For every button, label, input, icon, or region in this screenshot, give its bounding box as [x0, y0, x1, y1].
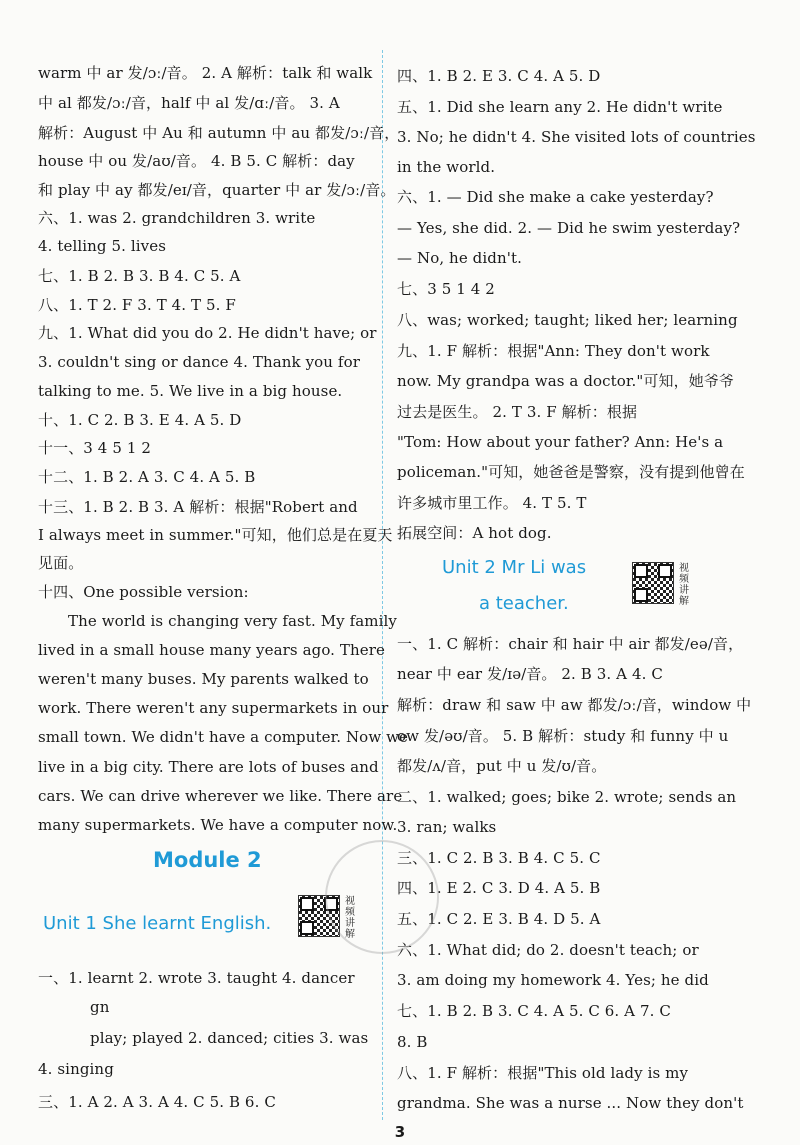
essay-line: live in a big city. There are lots of buses and — [38, 758, 379, 776]
answer-line: 十二、1. B 2. A 3. C 4. A 5. B — [38, 468, 256, 486]
answer-line: 九、1. What did you do 2. He didn't have; or — [38, 324, 377, 342]
answer-line: 四、1. E 2. C 3. D 4. A 5. B — [397, 879, 601, 897]
answer-line: 五、1. Did she learn any 2. He didn't write — [397, 98, 723, 116]
answer-line: 许多城市里工作。 4. T 5. T — [397, 494, 587, 512]
answer-line: play; played 2. danced; cities 3. was — [90, 1029, 369, 1047]
answer-line: 七、1. B 2. B 3. C 4. A 5. C 6. A 7. C — [397, 1002, 671, 1020]
answer-line: 见面。 — [38, 554, 84, 572]
answer-line: — Yes, she did. 2. — Did he swim yesterday? — [397, 219, 741, 237]
qr-caption: 视 频 讲 解 — [345, 896, 355, 940]
answer-line: 十三、1. B 2. B 3. A 解析：根据"Robert and — [38, 498, 358, 516]
answer-line: 3. am doing my homework 4. Yes; he did — [397, 971, 709, 989]
unit-title: a teacher. — [479, 593, 569, 614]
essay-line: many supermarkets. We have a computer now. — [38, 816, 398, 834]
essay-line: work. There weren't any supermarkets in our — [38, 699, 389, 717]
module-title: Module 2 — [153, 848, 262, 872]
answer-line: 3. No; he didn't 4. She visited lots of countries — [397, 128, 756, 146]
answer-line: near 中 ear 发/ɪə/音。 2. B 3. A 4. C — [397, 665, 663, 683]
answer-line: 拓展空间：A hot dog. — [397, 524, 552, 542]
answer-line: 六、1. What did; do 2. doesn't teach; or — [397, 941, 699, 959]
answer-line: in the world. — [397, 158, 496, 176]
essay-line: cars. We can drive wherever we like. There are — [38, 787, 403, 805]
answer-line: I always meet in summer."可知，他们总是在夏天 — [38, 526, 393, 544]
answer-line: 十一、3 4 5 1 2 — [38, 439, 151, 457]
answer-line: 二、1. walked; goes; bike 2. wrote; sends an — [397, 788, 737, 806]
answer-line: 六、1. was 2. grandchildren 3. write — [38, 209, 316, 227]
answer-line: house 中 ou 发/aʊ/音。 4. B 5. C 解析：day — [38, 152, 355, 170]
unit-title: Unit 2 Mr Li was — [442, 557, 587, 578]
answer-line: 九、1. F 解析：根据"Ann: They don't work — [397, 342, 710, 360]
essay-line: small town. We didn't have a computer. Now we — [38, 728, 409, 746]
answer-line: 解析：August 中 Au 和 autumn 中 au 都发/ɔː/音， — [38, 124, 400, 142]
answer-line: 八、was; worked; taught; liked her; learning — [397, 311, 738, 329]
answer-line: 三、1. A 2. A 3. A 4. C 5. B 6. C — [38, 1093, 276, 1111]
answer-line: 五、1. C 2. E 3. B 4. D 5. A — [397, 910, 601, 928]
answer-line: 六、1. — Did she make a cake yesterday? — [397, 188, 714, 206]
answer-line: 3. ran; walks — [397, 818, 497, 836]
essay-line: lived in a small house many years ago. There — [38, 641, 386, 659]
answer-line: 三、1. C 2. B 3. B 4. C 5. C — [397, 849, 601, 867]
unit-title: Unit 1 She learnt English. — [43, 913, 272, 934]
answer-line: 3. couldn't sing or dance 4. Thank you for — [38, 353, 360, 371]
qr-caption: 视 频 讲 解 — [679, 563, 689, 607]
answer-line: 一、1. C 解析：chair 和 hair 中 air 都发/eə/音， — [397, 635, 744, 653]
answer-line: 八、1. F 解析：根据"This old lady is my — [397, 1064, 689, 1082]
answer-line: talking to me. 5. We live in a big house. — [38, 382, 343, 400]
essay-line: weren't many buses. My parents walked to — [38, 670, 369, 688]
answer-line: grandma. She was a nurse ... Now they don't — [397, 1094, 744, 1112]
qr-code-icon — [632, 562, 674, 604]
answer-line: — No, he didn't. — [397, 249, 522, 267]
answer-line: 八、1. T 2. F 3. T 4. T 5. F — [38, 296, 236, 314]
answer-line: "Tom: How about your father? Ann: He's a — [397, 433, 724, 451]
answer-line: warm 中 ar 发/ɔː/音。 2. A 解析：talk 和 walk — [38, 64, 373, 82]
essay-line: The world is changing very fast. My family — [68, 612, 397, 630]
answer-line: ow 发/əʊ/音。 5. B 解析：study 和 funny 中 u — [397, 727, 729, 745]
answer-line: now. My grandpa was a doctor."可知，她爷爷 — [397, 372, 735, 390]
answer-line: 解析：draw 和 saw 中 aw 都发/ɔː/音，window 中 — [397, 696, 752, 714]
answer-line: 七、1. B 2. B 3. B 4. C 5. A — [38, 267, 241, 285]
answer-line: 十、1. C 2. B 3. E 4. A 5. D — [38, 411, 242, 429]
answer-line: 8. B — [397, 1033, 428, 1051]
answer-line: 七、3 5 1 4 2 — [397, 280, 495, 298]
answer-line: 十四、One possible version: — [38, 583, 249, 601]
answer-line: gn — [90, 998, 110, 1016]
answer-line: 过去是医生。 2. T 3. F 解析：根据 — [397, 403, 638, 421]
answer-line: policeman."可知，她爸爸是警察，没有提到他曾在 — [397, 463, 745, 481]
answer-line: 四、1. B 2. E 3. C 4. A 5. D — [397, 67, 601, 85]
answer-line: 中 al 都发/ɔː/音，half 中 al 发/ɑː/音。 3. A — [38, 94, 340, 112]
page-number: 3 — [394, 1123, 406, 1141]
answer-line: 4. singing — [38, 1060, 114, 1078]
answer-line: 一、1. learnt 2. wrote 3. taught 4. dancer — [38, 969, 355, 987]
answer-line: 和 play 中 ay 都发/eɪ/音，quarter 中 ar 发/ɔː/音。 — [38, 181, 396, 199]
column-divider — [382, 50, 383, 1120]
answer-line: 4. telling 5. lives — [38, 237, 167, 255]
answer-line: 都发/ʌ/音，put 中 u 发/ʊ/音。 — [397, 757, 607, 775]
